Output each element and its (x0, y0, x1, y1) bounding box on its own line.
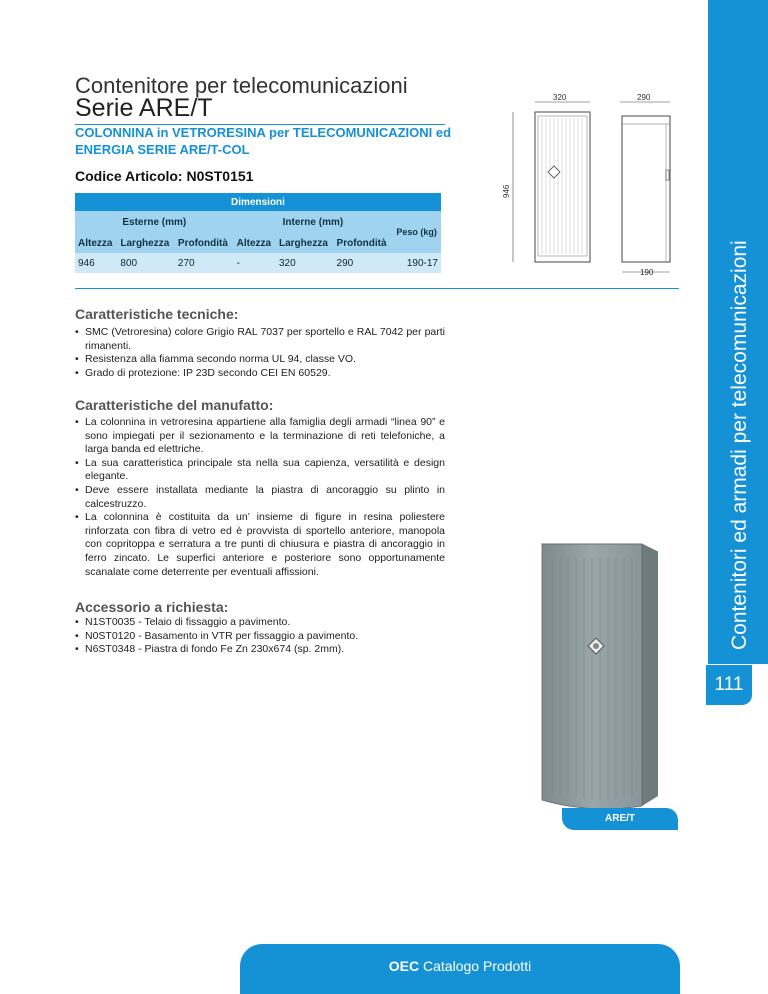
list-item: • N0ST0120 - Basamento in VTR per fissaggio a pavimento. (75, 630, 445, 644)
col-header: Altezza (234, 233, 276, 253)
footer-brand: OEC (388, 958, 420, 974)
dim-depth-side: 290 (637, 93, 651, 102)
list-item: • Resistenza alla fiamma secondo norma UL 94, classe VO. (75, 353, 445, 367)
table-cell: 320 (276, 253, 334, 273)
article-code-value: N0ST0151 (186, 168, 254, 184)
dim-height: 946 (502, 184, 511, 198)
list-item: • La colonnina in vetroresina appartiene alla famiglia degli armadi “linea 90” e sono impiegati per il sezionamento e la terminazione di reti telefoniche, a larga banda ed elettriche. (75, 416, 445, 457)
product-tag: ARE/T (562, 808, 678, 830)
table-cell: 290 (334, 253, 393, 273)
series-title: Serie ARE/T (75, 94, 213, 122)
table-row (75, 253, 441, 273)
group-external: Esterne (mm) (75, 211, 234, 233)
list-item: • La colonnina è costituita da un’ insieme di figure in resina poliestere rinforzata con fibra di vetro ed è provvista di sportello anteriore, manopola con copritoppa e serratura a tre punti di chiusura e piastra di ancoraggio in ferro zincato. Le superfici anteriore e posteriore sono opportunamente scanalate come deterrente per eventuali affissioni. (75, 511, 445, 579)
table-cell: 946 (75, 253, 117, 273)
weight-header: Peso (kg) (392, 211, 441, 253)
accessories-title: Accessorio a richiesta: (75, 599, 229, 615)
technical-drawing (500, 90, 680, 280)
group-internal: Interne (mm) (234, 211, 393, 233)
manufacture-title: Caratteristiche del manufatto: (75, 397, 274, 413)
article-code-label: Codice Articolo: (75, 168, 183, 184)
col-header: Profondità (334, 233, 393, 253)
col-header: Altezza (75, 233, 117, 253)
article-code (75, 168, 253, 184)
dimensions-table (75, 193, 441, 273)
list-item: • Deve essere installata mediante la piastra di ancoraggio su plinto in calcestruzzo. (75, 484, 445, 511)
technical-list (75, 326, 445, 380)
sidebar-vertical-title: Contenitori ed armadi per telecomunicazioni (728, 240, 751, 650)
table-cell: 190-17 (392, 253, 441, 273)
table-cell: - (234, 253, 276, 273)
accessories-list (75, 616, 445, 657)
col-header: Larghezza (276, 233, 334, 253)
list-item: • N1ST0035 - Telaio di fissaggio a pavimento. (75, 616, 445, 630)
page-number: 111 (706, 665, 752, 705)
col-header: Profondità (175, 233, 234, 253)
product-cabinet-image (530, 538, 670, 813)
dim-base-depth: 190 (640, 268, 654, 277)
footer-text: Catalogo Prodotti (423, 958, 532, 974)
col-header: Larghezza (117, 233, 175, 253)
section-divider (75, 288, 679, 289)
list-item: • Grado di protezione: IP 23D secondo CEI EN 60529. (75, 367, 445, 381)
dim-width-front: 320 (553, 93, 567, 102)
product-subtitle: COLONNINA in VETRORESINA per TELECOMUNICAZIONI ed ENERGIA SERIE ARE/T-COL (75, 125, 452, 157)
table-cell: 270 (175, 253, 234, 273)
footer (240, 958, 680, 974)
table-title: Dimensioni (75, 193, 441, 211)
list-item: • N6ST0348 - Piastra di fondo Fe Zn 230x674 (sp. 2mm). (75, 643, 445, 657)
technical-title: Caratteristiche tecniche: (75, 306, 239, 322)
page-title: Contenitore per telecomunicazioni (75, 73, 408, 98)
list-item: • La sua caratteristica principale sta nella sua capienza, versatilità e design elegante. (75, 457, 445, 484)
table-cell: 800 (117, 253, 175, 273)
list-item: • SMC (Vetroresina) colore Grigio RAL 7037 per sportello e RAL 7042 per parti rimanenti. (75, 326, 445, 353)
manufacture-list (75, 416, 445, 579)
